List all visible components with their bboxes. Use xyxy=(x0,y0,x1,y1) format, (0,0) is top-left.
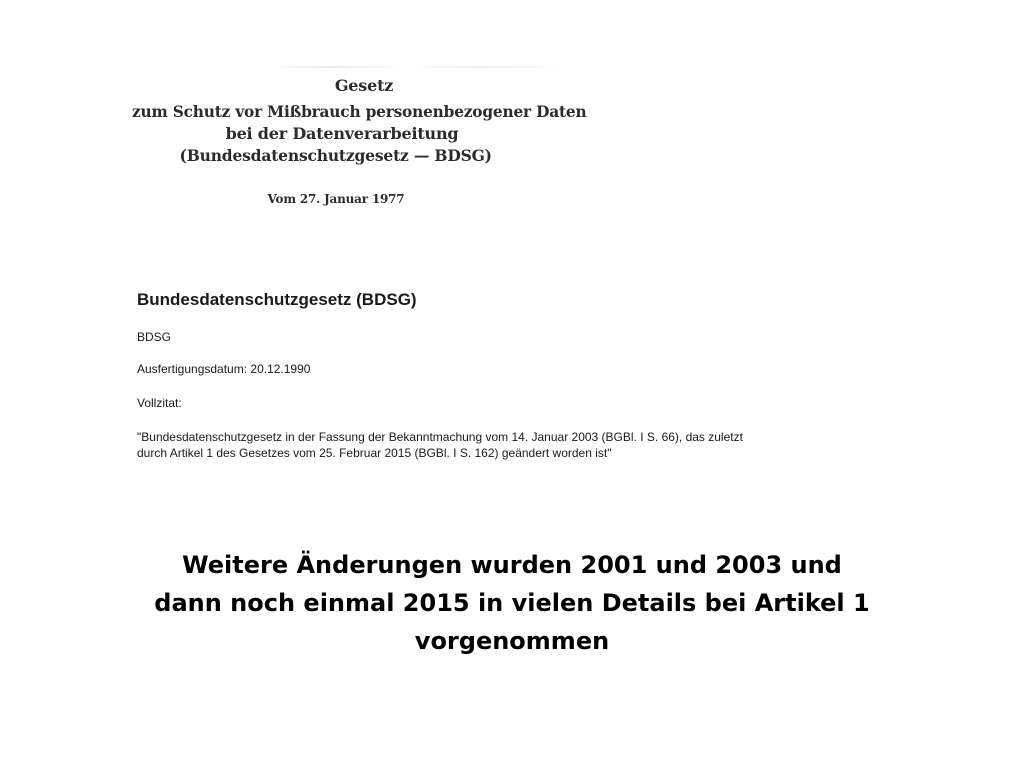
scanned-heading-date: Vom 27. Januar 1977 xyxy=(267,192,405,206)
scanned-heading-line-1: Gesetz xyxy=(334,76,394,95)
scanned-law-heading-image xyxy=(132,66,592,216)
slide-caption-line-3: vorgenommen xyxy=(414,627,610,655)
law-excerpt-issue-date: Ausfertigungsdatum: 20.12.1990 xyxy=(137,362,311,376)
scanned-heading-line-2: zum Schutz vor Mißbrauch personenbezogener Daten xyxy=(132,102,587,121)
law-excerpt-citation-label: Vollzitat: xyxy=(137,396,182,410)
law-excerpt-citation-line-1: "Bundesdatenschutzgesetz in der Fassung der Bekanntmachung vom 14. Januar 2003 (BGBl. I S. 66), das zuletzt xyxy=(137,430,743,444)
scanned-heading-line-3: bei der Datenverarbeitung xyxy=(225,124,459,143)
law-excerpt-citation-line-2: durch Artikel 1 des Gesetzes vom 25. Februar 2015 (BGBl. I S. 162) geändert worden ist" xyxy=(137,446,612,460)
scanned-heading-line-4: (Bundesdatenschutzgesetz — BDSG) xyxy=(179,146,492,165)
slide-caption-line-2: dann noch einmal 2015 in vielen Details bei Artikel 1 xyxy=(154,589,870,617)
law-excerpt-abbreviation: BDSG xyxy=(137,330,172,344)
slide-caption xyxy=(72,546,952,660)
law-excerpt-title: Bundesdatenschutzgesetz (BDSG) xyxy=(137,290,417,309)
scan-artifact-line xyxy=(270,66,570,68)
slide-caption-line-1: Weitere Änderungen wurden 2001 und 2003 und xyxy=(182,551,842,579)
